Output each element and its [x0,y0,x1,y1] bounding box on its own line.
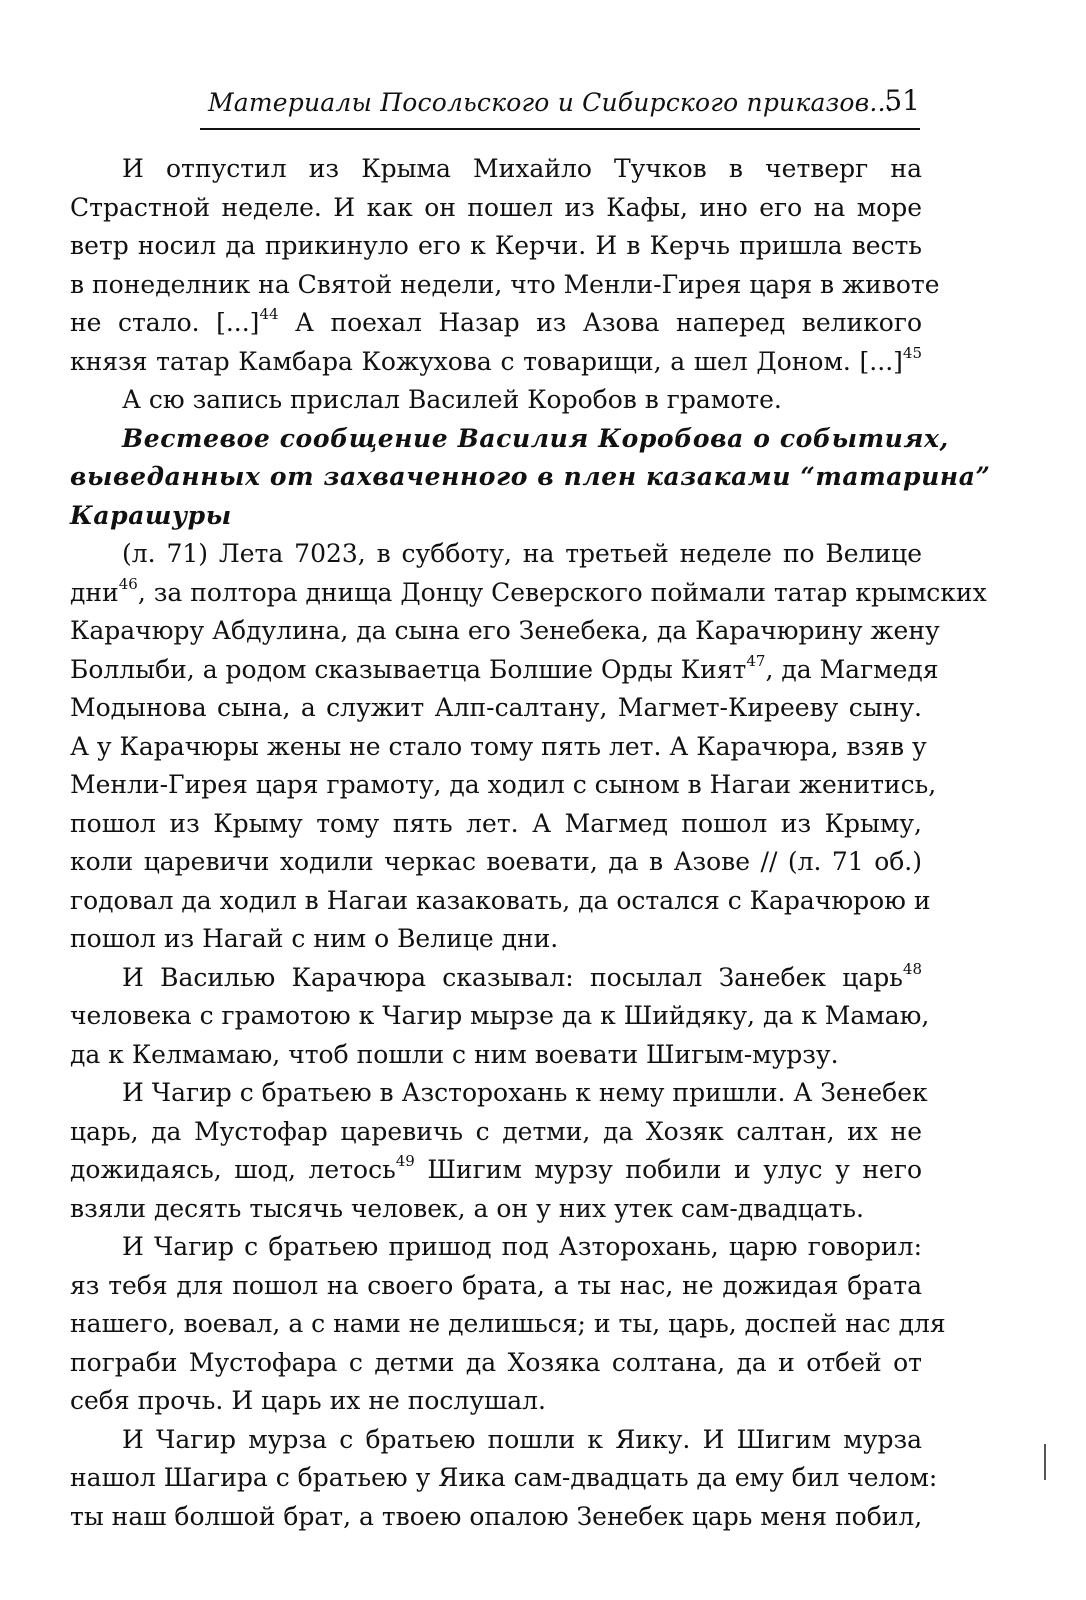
text-line: годовал да ходил в Нагаи казаковать, да остался с Карачюрою и [70,885,931,915]
text-line: И отпустил из Крыма Михайло Тучков в четверг на [122,154,922,183]
running-header [200,86,920,130]
text-line: пошол из Крыму тому пять лет. А Магмед пошол из Крыму, [70,808,922,838]
text-line: А сю запись прислал Василей Коробов в грамоте. [122,385,782,414]
text-line: дожидаясь, шод, летось$^{49}$ Шигим мурзу побили и улус у него [70,1152,923,1184]
text-line: нашол Шагира с братьею у Яика сам-двадцать да ему бил челом: [70,1463,938,1492]
text-line: Модынова сына, а служит Алп-салтану, Магмет-Киреeву сыну. [70,693,922,722]
text-line: пошол из Нагай с ним о Велице дни. [70,924,559,953]
text-line: князя татар Камбара Кожухова с товарищи, а шел Доном. [...]$^{45}$ [70,343,922,376]
page-number: 51 [884,84,920,117]
body-text [70,150,991,1536]
section-heading-line: Карашуры [70,500,232,530]
text-line: царь, да Мустофар царевичь с детми, да Хозяк салтан, их не [70,1116,922,1146]
text-line: И Василью Карачюра сказывал: посылал Занебек царь$^{48}$ [122,959,922,992]
text-line: Менли-Гирея царя грамоту, да ходил с сыном в Нагаи женитись, [70,770,937,799]
text-line: И Чагир с братьею пришод под Азторохань, царю говорил: [122,1232,922,1261]
text-line: И Чагир мурза с братьею пошли к Яику. И Шигим мурза [122,1424,922,1454]
text-line: ты наш болшой брат, а твоею опалою Зенебек царь меня побил, [70,1501,923,1531]
text-line: дни$^{46}$, за полтора днища Донцу Северского поймали татар крымских [70,574,987,607]
text-line: себя прочь. И царь их не послушал. [70,1386,547,1415]
text-line: Боллыби, а родом сказываетца Болшие Орды Кият$^{47}$, да Магмедя [70,651,939,684]
text-line: ветр носил да прикинуло его к Керчи. И в Керчь пришла весть [70,231,922,260]
text-line: А у Карачюры жены не стало тому пять лет. А Карачюра, взяв у [70,731,927,761]
text-line: нашего, воевал, а с нами не делишься; и ты, царь, доспей нас для [70,1309,946,1338]
text-line: человека с грамотою к Чагир мырзе да к Шийдяку, да к Мамаю, [70,1001,930,1030]
text-line: (л. 71) Лета 7023, в субботу, на третьей неделе по Велице [122,539,922,568]
running-title: Материалы Посольского и Сибирского приказов... [208,88,894,117]
text-line: пограби Мустофара с детми да Хозяка солтана, да и отбей от [70,1347,922,1377]
section-heading-line: Вестевое сообщение Василия Коробова о событиях, [122,423,949,453]
text-line: коли царевичи ходили черкас воевати, да в Азове // (л. 71 об.) [70,847,922,876]
text-line: И Чагир с братьею в Азсторохань к нему пришли. А Зенебек [122,1078,928,1107]
text-line: да к Келмамаю, чтоб пошли с ним воевати Шигым-мурзу. [70,1039,839,1069]
text-line: не стало. [...]$^{44}$ А поехал Назар из Азова наперед великого [70,305,922,337]
text-line: яз тебя для пошол на своего брата, а ты нас, не дожидая брата [70,1270,922,1300]
text-line: Страстной неделе. И как он пошел из Кафы, ино его на море [70,192,922,222]
text-line: взяли десять тысячь человек, а он у них утек сам-двадцать. [70,1193,864,1223]
text-line: Карачюру Абдулина, да сына его Зенебека, да Карачюрину жену [70,616,940,645]
margin-mark [1044,1444,1046,1480]
text-line: в понеделник на Святой недели, что Менли-Гирея царя в животе [70,269,940,299]
section-heading-line: выведанных от захваченного в плен казаками “татарина” [70,462,991,491]
